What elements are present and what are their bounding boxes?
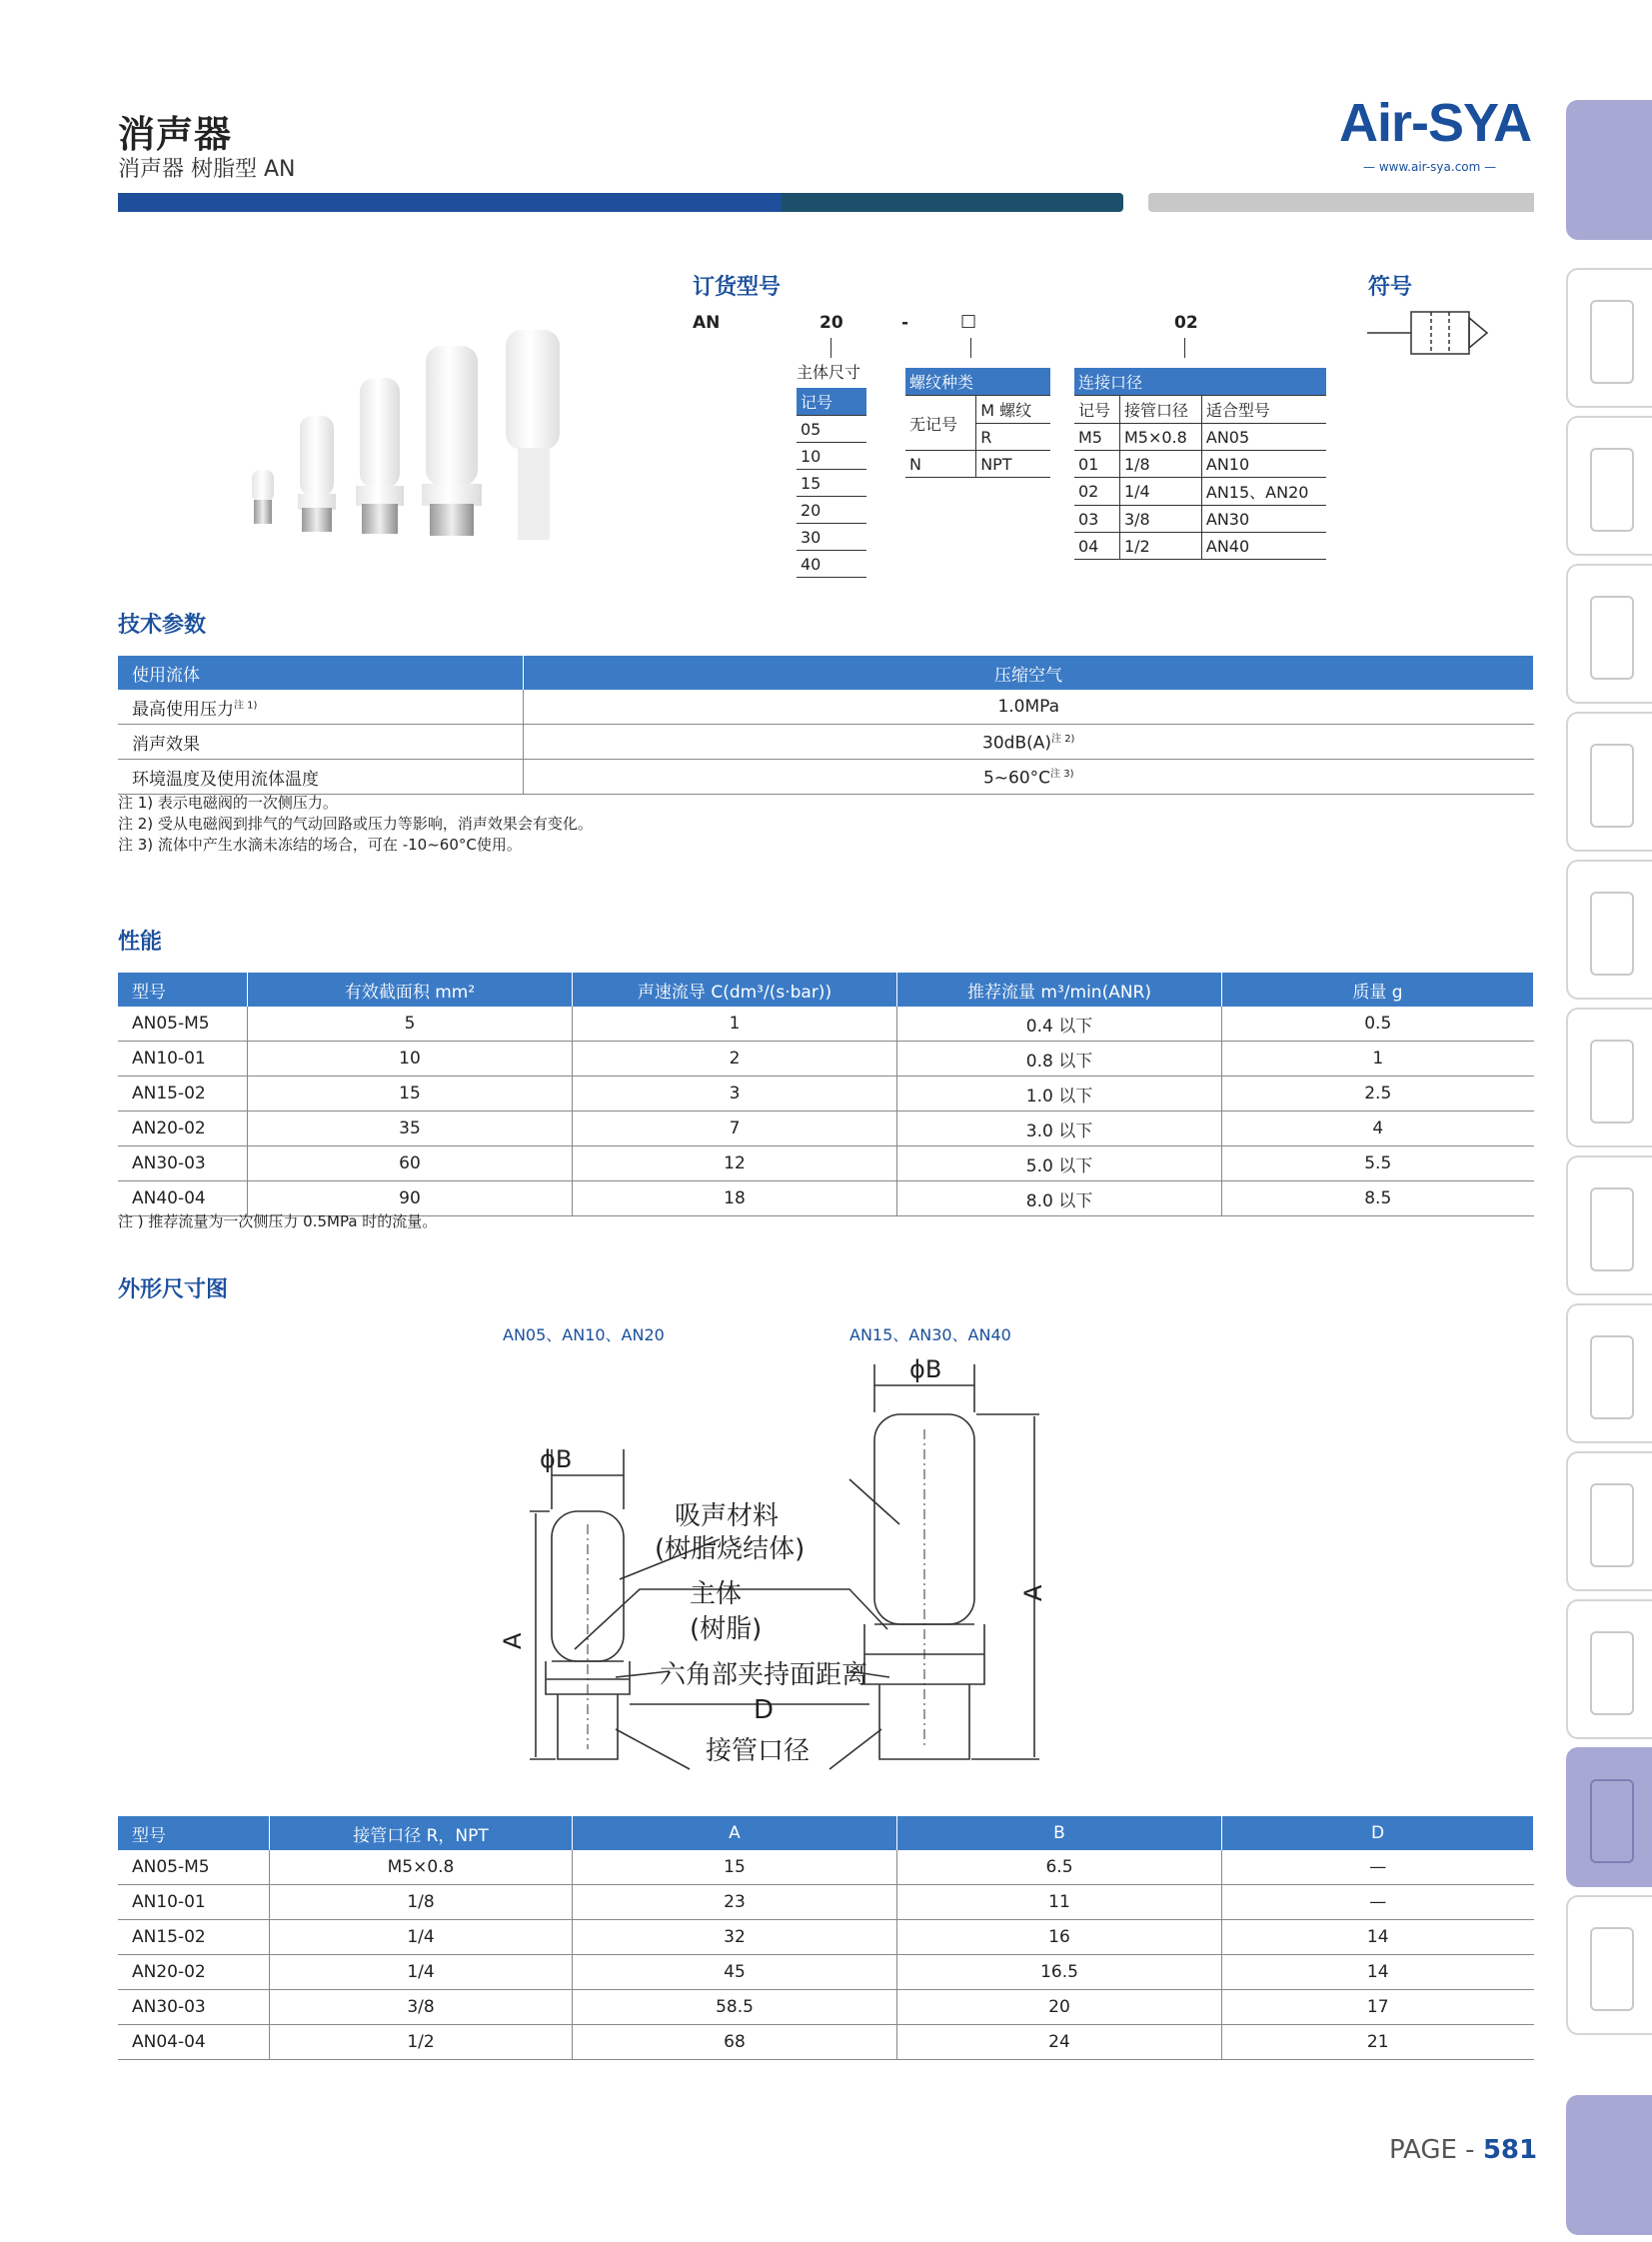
phiB-left-label: ϕB bbox=[540, 1445, 573, 1473]
port-cell: 03 bbox=[1074, 506, 1119, 533]
size-item: 05 bbox=[797, 416, 866, 443]
perf-col: 声速流导 C(dm³/(s·bar)) bbox=[573, 973, 897, 1007]
tick-thread bbox=[970, 338, 971, 358]
brand-logo: Air-SYA bbox=[1339, 93, 1532, 153]
symbol-heading: 符号 bbox=[1368, 275, 1413, 300]
dimension-drawing bbox=[480, 1349, 1099, 1779]
specs-row-value: $30dB(A)^{注 2)}$ bbox=[524, 725, 1534, 760]
dim-col: 接管口径 R，NPT bbox=[270, 1816, 573, 1850]
tab-filter-regulator[interactable] bbox=[1566, 268, 1652, 408]
brand-url: — www.air-sya.com — bbox=[1363, 160, 1497, 174]
specs-row-label: 消声效果 bbox=[118, 725, 524, 760]
performance-table bbox=[118, 973, 1534, 1216]
table-row: AN30-03 60 12 5.0 以下 5.5 bbox=[118, 1146, 1534, 1181]
code-dash: - bbox=[901, 313, 909, 333]
phiB-right-label: ϕB bbox=[909, 1355, 942, 1383]
callout-hex: 六角部夹持面距离 bbox=[660, 1660, 868, 1690]
specs-table bbox=[118, 656, 1534, 795]
specs-note: 注 1) 表示电磁阀的一次侧压力。 bbox=[118, 794, 338, 812]
page-number: PAGE - 581 bbox=[1389, 2135, 1538, 2165]
fitting-icon bbox=[1590, 1631, 1634, 1715]
port-col: 适合型号 bbox=[1201, 396, 1326, 424]
valve-icon bbox=[1590, 1040, 1634, 1123]
table-row: AN10-01 10 2 0.8 以下 1 bbox=[118, 1042, 1534, 1077]
order-code-heading: 订货型号 bbox=[693, 275, 782, 300]
table-row: AN30-03 3/8 58.5 20 17 bbox=[118, 1990, 1534, 2025]
perf-col: 推荐流量 m³/min(ANR) bbox=[897, 973, 1222, 1007]
table-row: AN20-02 1/4 45 16.5 14 bbox=[118, 1955, 1534, 1990]
silencer-icon bbox=[1590, 1779, 1634, 1863]
callout-body-detail: (树脂) bbox=[690, 1614, 763, 1644]
port-cell: AN40 bbox=[1201, 533, 1326, 560]
table-row: AN15-02 1/4 32 16 14 bbox=[118, 1920, 1534, 1955]
dim-col: B bbox=[897, 1816, 1222, 1850]
thread-table bbox=[905, 368, 1050, 478]
port-cell: 1/8 bbox=[1119, 451, 1201, 478]
specs-row-value: 1.0MPa bbox=[524, 690, 1534, 725]
specs-note: 注 3) 流体中产生水滴未冻结的场合，可在 -10~60°C使用。 bbox=[118, 836, 522, 854]
gripper-icon bbox=[1590, 1483, 1634, 1567]
dim-right-label: AN15、AN30、AN40 bbox=[849, 1325, 1011, 1344]
page-subtitle: 消声器 树脂型 AN bbox=[118, 157, 296, 182]
size-item: 40 bbox=[797, 551, 866, 578]
tab-silencer[interactable] bbox=[1566, 1747, 1652, 1887]
table-row: AN04-04 1/2 68 24 21 bbox=[118, 2025, 1534, 2060]
tab-accessory[interactable] bbox=[1566, 1895, 1652, 2035]
table-row: AN05-M5 M5×0.8 15 6.5 — bbox=[118, 1850, 1534, 1885]
manifold-icon bbox=[1590, 1335, 1634, 1419]
port-cell: 3/8 bbox=[1119, 506, 1201, 533]
port-cell: AN05 bbox=[1201, 424, 1326, 451]
table-row: AN10-01 1/8 23 11 — bbox=[118, 1885, 1534, 1920]
specs-notes bbox=[118, 793, 593, 856]
port-cell: 1/2 bbox=[1119, 533, 1201, 560]
tab-actuator[interactable] bbox=[1566, 860, 1652, 1000]
tab-solenoid[interactable] bbox=[1566, 1155, 1652, 1295]
port-cell: AN10 bbox=[1201, 451, 1326, 478]
tick-size bbox=[830, 338, 831, 358]
port-cell: 1/4 bbox=[1119, 478, 1201, 506]
performance-heading: 性能 bbox=[118, 930, 163, 955]
port-table bbox=[1074, 368, 1326, 560]
dimensions-table bbox=[118, 1816, 1534, 2060]
dim-col: 型号 bbox=[118, 1816, 270, 1850]
size-caption: 主体尺寸 bbox=[797, 363, 861, 382]
actuator-icon bbox=[1590, 892, 1634, 976]
dim-col: D bbox=[1222, 1816, 1534, 1850]
port-cell: 01 bbox=[1074, 451, 1119, 478]
tab-valve[interactable] bbox=[1566, 1008, 1652, 1147]
tab-bottom[interactable] bbox=[1566, 2095, 1652, 2235]
port-cell: AN30 bbox=[1201, 506, 1326, 533]
specs-heading: 技术参数 bbox=[118, 613, 207, 638]
port-cell: 02 bbox=[1074, 478, 1119, 506]
accessory-icon bbox=[1590, 1927, 1634, 2011]
callout-port: 接管口径 bbox=[706, 1736, 811, 1766]
perf-col: 型号 bbox=[118, 973, 248, 1007]
callout-body: 主体 bbox=[690, 1579, 743, 1609]
size-item: 20 bbox=[797, 497, 866, 524]
thread-mark: N bbox=[905, 451, 976, 478]
filter-bowl-icon bbox=[1590, 448, 1634, 532]
table-row: AN40-04 90 18 8.0 以下 8.5 bbox=[118, 1181, 1534, 1216]
thread-type: R bbox=[976, 424, 1050, 451]
callout-material-detail: (树脂烧结体) bbox=[655, 1534, 806, 1564]
port-col: 记号 bbox=[1074, 396, 1119, 424]
size-item: 30 bbox=[797, 524, 866, 551]
code-port: 02 bbox=[1174, 313, 1198, 333]
specs-row-value: $5\sim 60^\circ C^{注 3)}$ bbox=[524, 760, 1534, 795]
table-row: AN05-M5 5 1 0.4 以下 0.5 bbox=[118, 1007, 1534, 1042]
thread-type: NPT bbox=[976, 451, 1050, 478]
size-table bbox=[797, 388, 866, 578]
dim-col: A bbox=[573, 1816, 897, 1850]
port-cell: AN15、AN20 bbox=[1201, 478, 1326, 506]
specs-row-label: 最高使用压力$^{注 1)}$ bbox=[118, 690, 524, 725]
perf-col: 有效截面积 mm² bbox=[248, 973, 573, 1007]
silencer-symbol-icon bbox=[1367, 308, 1517, 358]
dim-left-label: AN05、AN10、AN20 bbox=[503, 1325, 665, 1344]
perf-col: 质量 g bbox=[1222, 973, 1534, 1007]
thread-mark: 无记号 bbox=[905, 396, 976, 451]
tab-top[interactable] bbox=[1566, 100, 1652, 240]
A-right-label: A bbox=[1019, 1584, 1047, 1601]
table-row: AN20-02 35 7 3.0 以下 4 bbox=[118, 1112, 1534, 1146]
tab-manifold[interactable] bbox=[1566, 1303, 1652, 1443]
specs-header-label: 使用流体 bbox=[118, 656, 524, 690]
tab-fitting[interactable] bbox=[1566, 1599, 1652, 1739]
port-col: 接管口径 bbox=[1119, 396, 1201, 424]
table-row: AN15-02 15 3 1.0 以下 2.5 bbox=[118, 1077, 1534, 1112]
thread-type: M 螺纹 bbox=[976, 396, 1050, 424]
port-header: 连接口径 bbox=[1074, 368, 1326, 396]
callout-D: D bbox=[754, 1695, 775, 1725]
header-bar-blue bbox=[118, 193, 782, 212]
specs-header-value: 压缩空气 bbox=[524, 656, 1534, 690]
callout-material: 吸声材料 bbox=[675, 1501, 780, 1531]
filter-icon bbox=[1590, 300, 1634, 384]
code-size: 20 bbox=[820, 313, 843, 333]
size-header: 记号 bbox=[797, 388, 866, 416]
cylinder-icon bbox=[1590, 744, 1634, 828]
dimensions-heading: 外形尺寸图 bbox=[118, 1277, 229, 1302]
tab-filter[interactable] bbox=[1566, 416, 1652, 556]
tab-gauge[interactable] bbox=[1566, 564, 1652, 704]
tick-port bbox=[1184, 338, 1185, 358]
header-bar-gray bbox=[1148, 193, 1534, 212]
thread-header: 螺纹种类 bbox=[905, 368, 1050, 396]
performance-note: 注 ) 推荐流量为一次侧压力 0.5MPa 时的流量。 bbox=[118, 1212, 438, 1230]
gauge-icon bbox=[1590, 596, 1634, 680]
size-item: 10 bbox=[797, 443, 866, 470]
A-left-label: A bbox=[499, 1632, 527, 1649]
port-cell: 04 bbox=[1074, 533, 1119, 560]
header-bar-teal bbox=[782, 193, 1123, 212]
product-photo bbox=[240, 320, 590, 550]
tab-gripper[interactable] bbox=[1566, 1451, 1652, 1591]
port-cell: M5 bbox=[1074, 424, 1119, 451]
tab-cylinder[interactable] bbox=[1566, 712, 1652, 852]
specs-note: 注 2) 受从电磁阀到排气的气动回路或压力等影响，消声效果会有变化。 bbox=[118, 815, 593, 833]
specs-row-label: 环境温度及使用流体温度 bbox=[118, 760, 524, 795]
code-thread-box: □ bbox=[960, 311, 977, 331]
code-series: AN bbox=[693, 313, 721, 333]
solenoid-icon bbox=[1590, 1187, 1634, 1271]
page-title: 消声器 bbox=[118, 113, 232, 156]
size-item: 15 bbox=[797, 470, 866, 497]
port-cell: M5×0.8 bbox=[1119, 424, 1201, 451]
